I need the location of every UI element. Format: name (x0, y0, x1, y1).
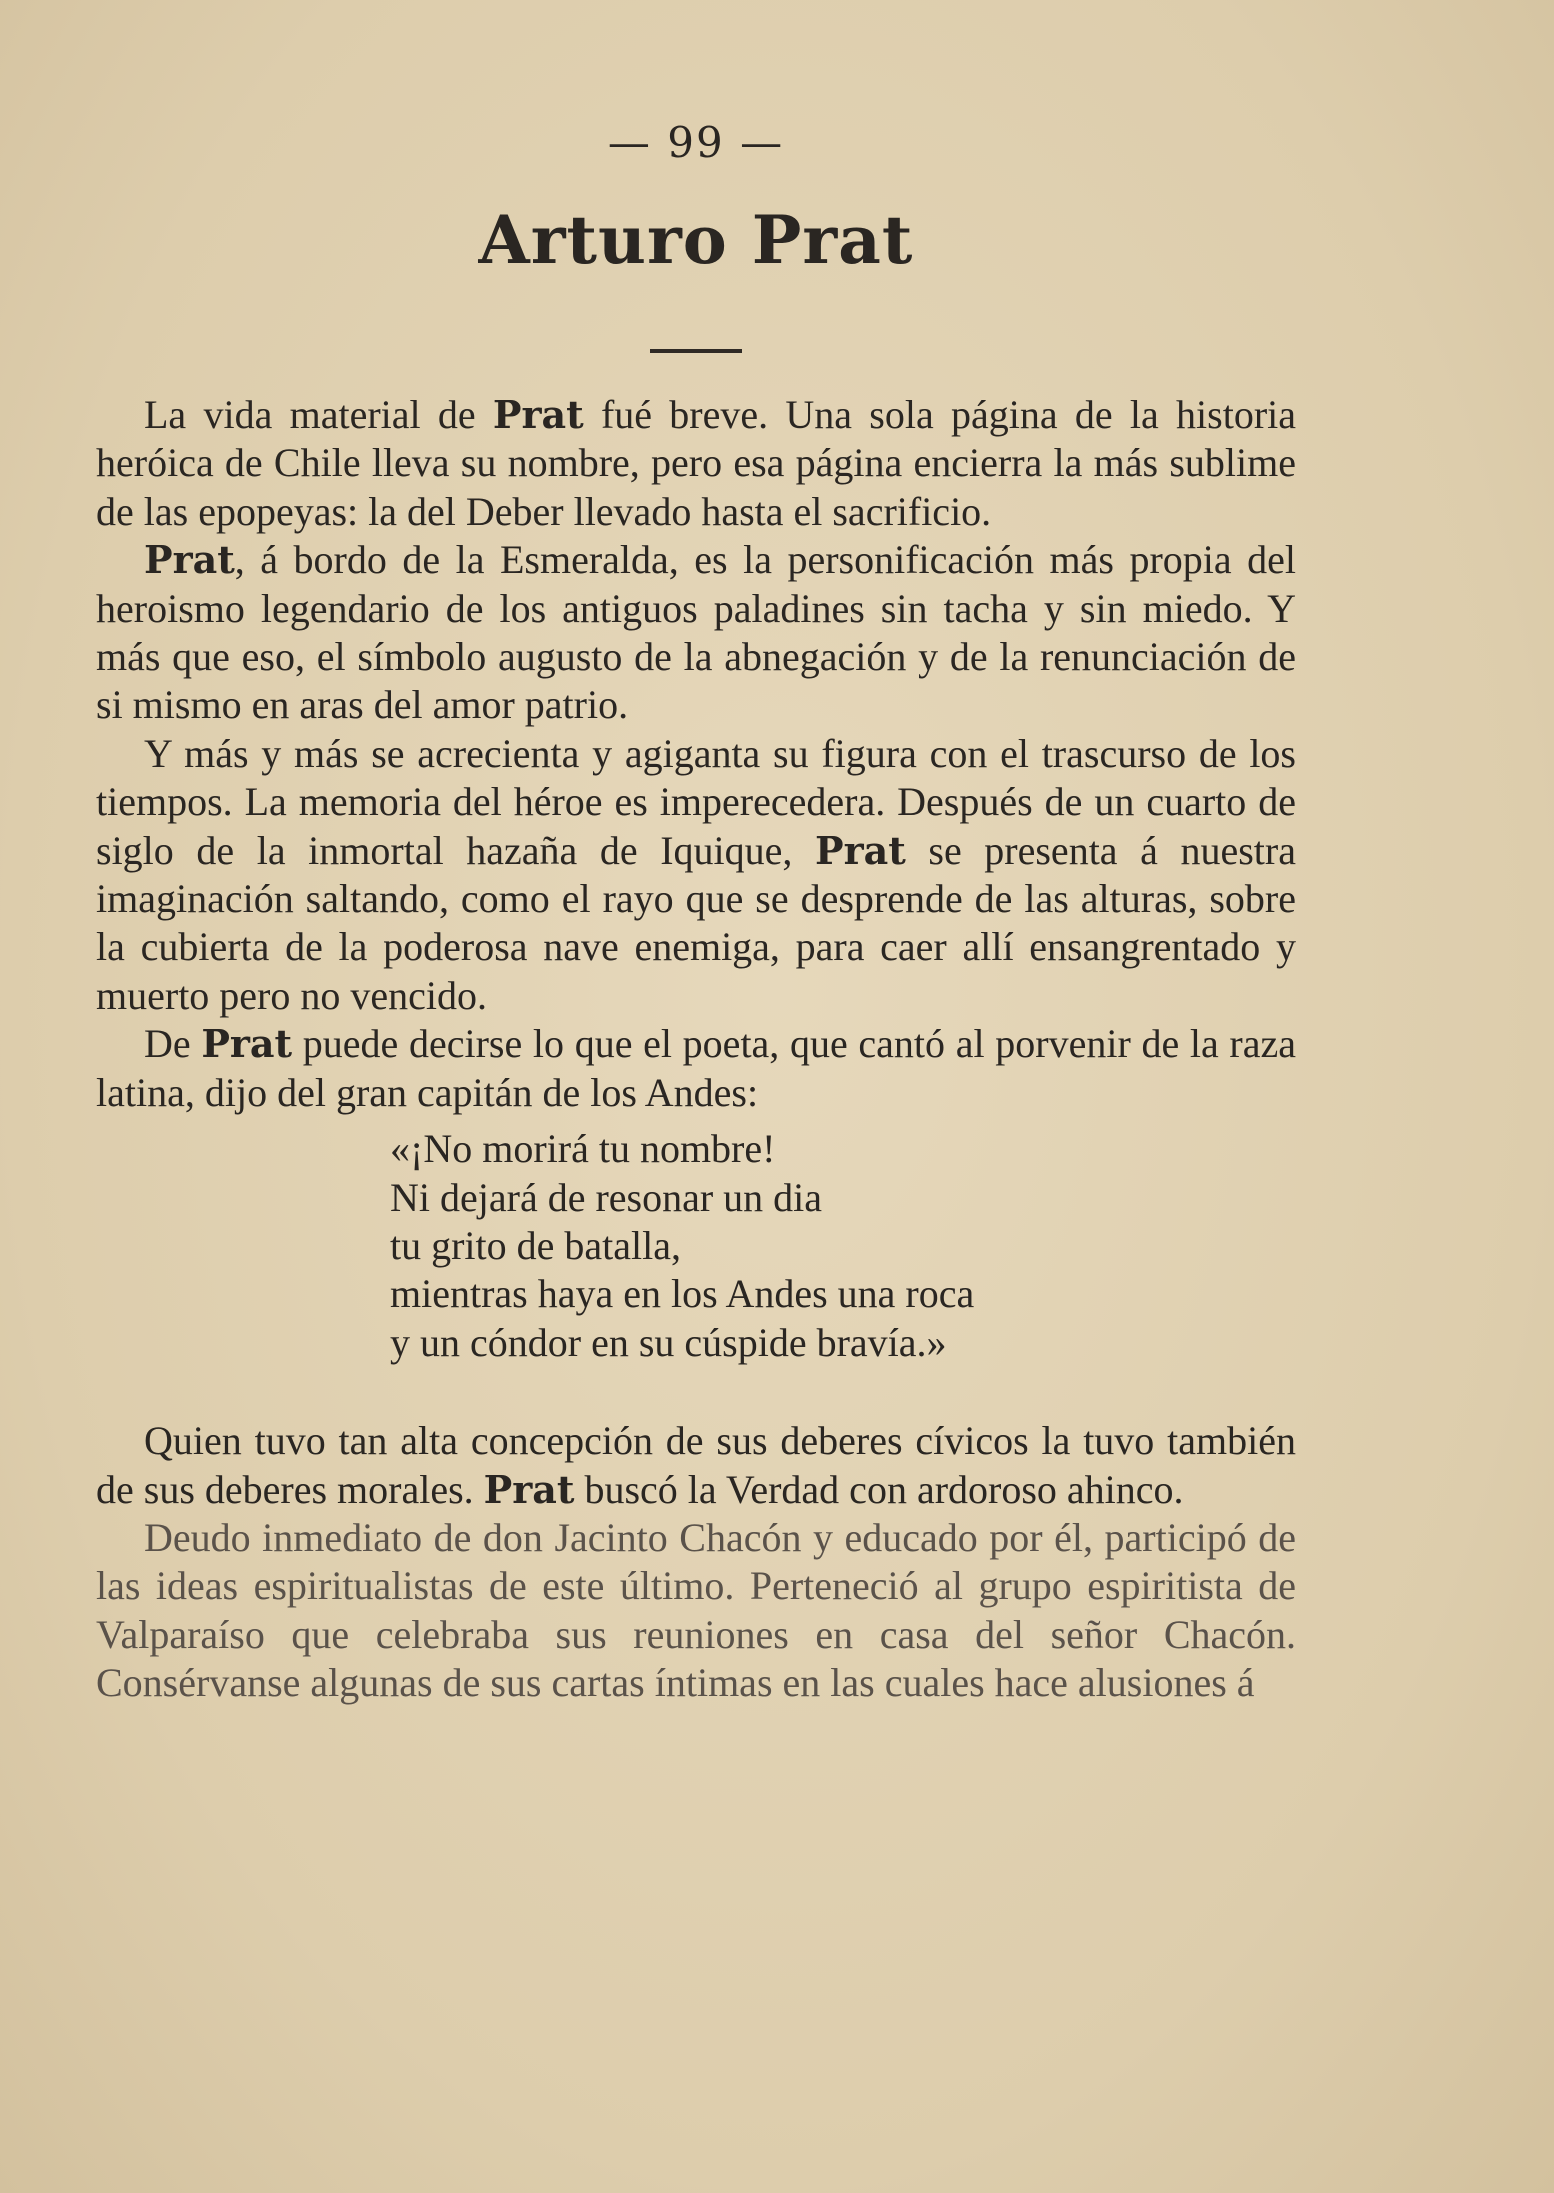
paragraph-1-text-b: fué breve. Una sola página de la historia heróica de Chile lleva su nombre, pero esa página encierra la más sublime de las epopeyas: la del Deber llevado hasta el sacrificio. (96, 392, 1297, 534)
book-page (96, 118, 1296, 1708)
page-number: — 99 — (607, 118, 785, 167)
paragraph-4-text-b: puede decirse lo que el poeta, que cantó al porvenir de la raza latina, dijo del gran capitán de los Andes: (96, 1021, 1297, 1115)
verse-line: Ni dejará de resonar un dia (390, 1174, 823, 1220)
verse-line: tu grito de batalla, (390, 1222, 682, 1268)
paragraph-6 (96, 1514, 1296, 1708)
paragraph-3 (96, 730, 1296, 1020)
paragraph-3-text-b: se presenta á nuestra imaginación saltando, como el rayo que se desprende de las alturas, sobre la cubierta de la poderosa nave enemiga, para caer allí ensangrentado y muerto pero no vencido. (96, 827, 1296, 1018)
paragraph-2 (96, 536, 1296, 730)
paragraph-1-text-a: La vida material de (144, 392, 493, 437)
paragraph-6-text: Deudo inmediato de don Jacinto Chacón y educado por él, participó de las ideas espiritualistas de este último. Perteneció al grupo espiritista de Valparaíso que celebraba sus reuniones en casa del señor Chacón. Consérvanse algunas de sus cartas íntimas en las cuales hace alusiones á (96, 1514, 1296, 1706)
paragraph-4 (96, 1020, 1296, 1117)
paragraph-2-text: , á bordo de la Esmeralda, es la personificación más propia del heroismo legendario de los antiguos paladines sin tacha y sin miedo. Y más que eso, el símbolo augusto de la abnegación y de la renunciación de si mismo en aras del amor patrio. (96, 537, 1296, 728)
paragraph-3-text-a: Y más y más se acrecienta y agiganta su figura con el trascurso de los tiempos. La memoria del héroe es imperecedera. Después de un cuarto de siglo de la inmortal hazaña de Iquique, (96, 730, 1296, 873)
name-prat: Prat (201, 1021, 293, 1067)
paragraph-4-text-a: De (144, 1021, 202, 1067)
name-prat: Prat (483, 1466, 575, 1512)
name-prat: Prat (144, 537, 235, 583)
poem-quote (390, 1125, 1296, 1367)
verse-line: mientras haya en los Andes una roca (390, 1271, 975, 1317)
paragraph-5-text-b: buscó la Verdad con ardoroso ahinco. (574, 1466, 1184, 1512)
verse-line: y un cóndor en su cúspide bravía.» (390, 1319, 947, 1365)
name-prat: Prat (815, 827, 906, 873)
paragraph-5 (96, 1417, 1296, 1514)
title-divider (650, 349, 742, 353)
paragraph-1 (96, 391, 1296, 536)
paragraph-5-text-a: Quien tuvo tan alta concepción de sus deberes cívicos la tuvo también de sus deberes morales. (96, 1418, 1296, 1512)
verse-line: «¡No morirá tu nombre! (390, 1126, 776, 1172)
chapter-title: Arturo Prat (478, 201, 914, 279)
name-prat: Prat (492, 392, 584, 437)
